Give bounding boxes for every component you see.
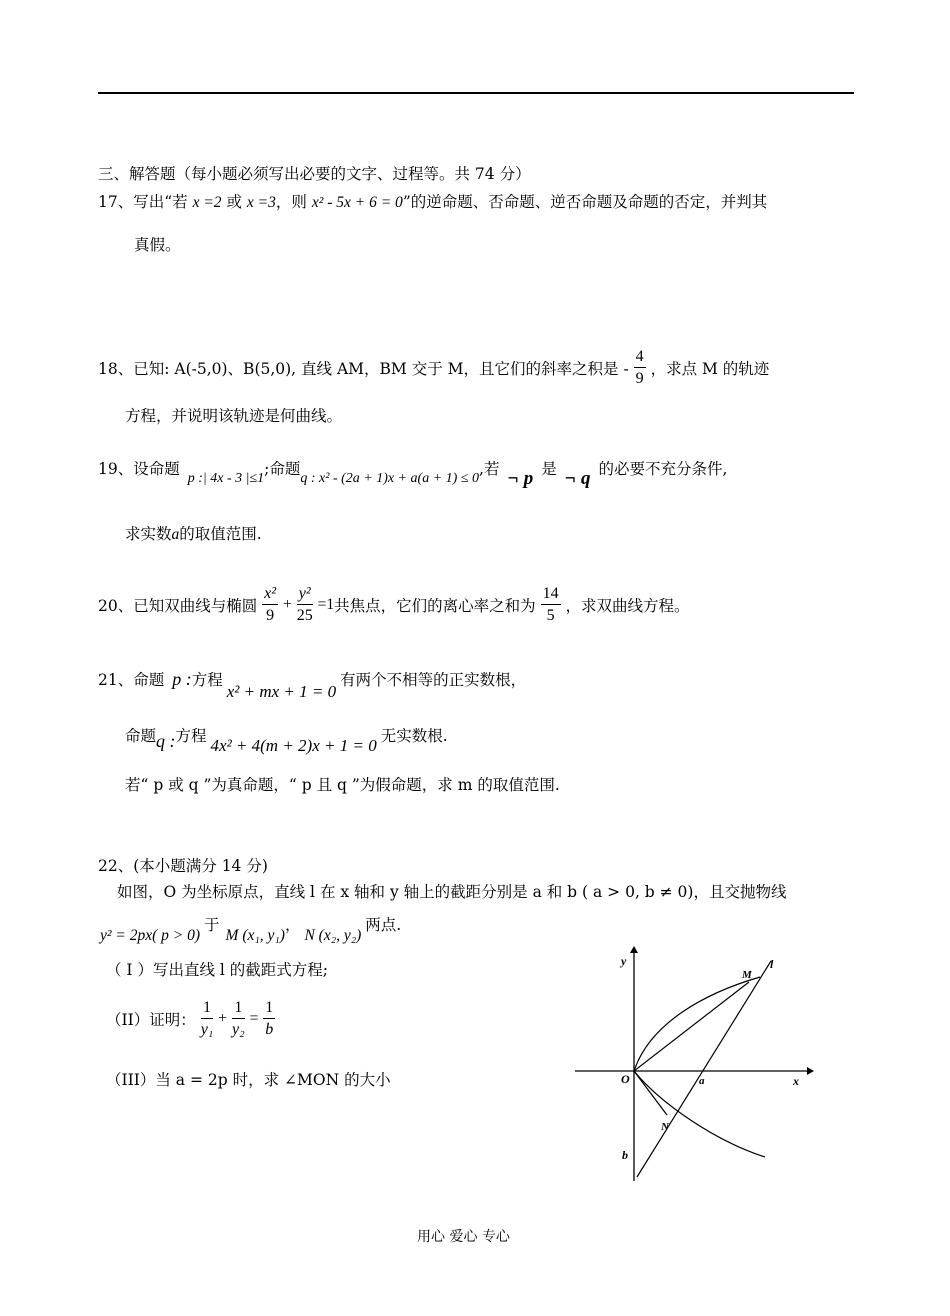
q20-plus: + [283, 596, 292, 613]
q17-cond1: x =2 [192, 194, 222, 211]
point-m-label: M [742, 969, 752, 981]
q22-f1-num: 1 [201, 1000, 214, 1019]
point-b-label: b [622, 1148, 628, 1162]
q22-f1-den: y₁ [200, 1021, 214, 1038]
q22-frac-3 [263, 1000, 275, 1038]
question-17 [98, 190, 767, 212]
q22-f2-den: y₂ [231, 1021, 245, 1038]
q21-line3: 若“ p 或 q ”为真命题，“ p 且 q ”为假命题，求 m 的取值范围. [125, 776, 560, 794]
q22-part2-label: （II）证明： [106, 1011, 196, 1029]
q20-f2-den: 25 [296, 607, 313, 624]
q21-fangcheng1: 方程 [191, 671, 223, 689]
q22-plus: + [218, 1010, 228, 1027]
section-header: 三、解答题（每小题必须写出必要的文字、过程等。共 74 分） [98, 165, 531, 183]
q19-var-a: a [171, 526, 180, 543]
q20-text-c: ，求双曲线方程。 [565, 597, 690, 615]
q20-f1-num: x² [262, 586, 278, 605]
q19-mid: ;命题 [264, 460, 301, 478]
q19-shi: 是 [541, 460, 557, 478]
line-l-label: l [770, 957, 774, 971]
q17-cond2: x =3 [246, 194, 276, 211]
q22-frac-1 [201, 1000, 214, 1038]
q22-part1: （ I ）写出直线 l 的截距式方程; [106, 961, 329, 979]
coordinate-figure [575, 945, 815, 1185]
question-18 [98, 349, 769, 387]
q22-yu: 于 [204, 916, 220, 934]
q20-f1-den: 9 [266, 607, 275, 624]
header-rule [98, 92, 854, 94]
q21-tail1: 有两个不相等的正实数根， [340, 671, 527, 689]
point-n-label: N [661, 1121, 669, 1133]
q18-text-b: ，求点 M 的轨迹 [650, 360, 770, 378]
q20-eq-one: =1 [317, 596, 335, 613]
q21-label2: 命题 [125, 727, 157, 745]
q22-parabola: y² = 2px( p > 0) [100, 927, 201, 944]
origin-label: O [621, 1072, 630, 1086]
q21-label: 21、命题 [98, 671, 165, 689]
q19-not-p: ¬ p [507, 468, 534, 489]
q21-p: p : [172, 669, 192, 689]
q20-f3-num: 14 [541, 586, 561, 605]
q21-eq1: x² + mx + 1 = 0 [226, 682, 337, 701]
q21-q: q : [156, 731, 176, 751]
q18-line2: 方程，并说明该轨迹是何曲线。 [125, 407, 343, 425]
x-axis-arrow [807, 1067, 814, 1075]
q20-f2-num: y² [297, 586, 313, 605]
q17-or: 或 [221, 193, 247, 211]
q17-text-b: ”的逆命题、否命题、逆否命题及命题的否定，并判其 [402, 193, 768, 211]
q22-f3-den: b [265, 1021, 274, 1038]
q22-frac-2 [232, 1000, 245, 1038]
q19-ruo: ,若 [479, 460, 500, 478]
q21-eq2: 4x² + 4(m + 2)x + 1 = 0 [210, 736, 377, 755]
y-axis-label: y [621, 954, 627, 968]
q20-frac-e [541, 586, 561, 624]
q21-tail2: 无实数根. [380, 727, 448, 745]
q22-line1: 如图，O 为坐标原点，直线 l 在 x 轴和 y 轴上的截距分别是 a 和 b ( a > 0, b ≠ 0)，且交抛物线 [117, 883, 787, 901]
q17-text-a: 17、写出“若 [98, 193, 193, 211]
q22-comma: ， [284, 916, 301, 934]
q22-f3-num: 1 [263, 1000, 275, 1019]
x-axis-label: x [793, 1074, 799, 1088]
q22-equals: = [249, 1010, 259, 1027]
q20-text-b: 共焦点，它们的离心率之和为 [334, 597, 536, 615]
q22-title: 22、(本小题满分 14 分) [98, 857, 268, 875]
q18-frac-den: 9 [635, 370, 644, 387]
segment-om [634, 982, 749, 1071]
q19-line2-a: 求实数 [125, 525, 172, 543]
q19-label: 19、设命题 [98, 460, 180, 478]
q17-equation: x² - 5x + 6 = 0 [311, 194, 403, 211]
q22-m-point: M (x₁, y₁) [225, 927, 285, 944]
q22-two-points: 两点. [365, 916, 402, 934]
page-footer: 用心 爱心 专心 [417, 1229, 510, 1245]
q21-fangcheng2: 方程 [175, 727, 207, 745]
q19-line2-b: 的取值范围. [179, 525, 262, 543]
q21-line2 [125, 724, 448, 755]
q19-tail: 的必要不充分条件, [598, 460, 728, 478]
q17-line2: 真假。 [134, 236, 181, 254]
q19-p-def: p :| 4x - 3 |≤1 [187, 471, 265, 486]
q22-part2 [106, 1000, 275, 1038]
q17-then: ，则 [275, 193, 312, 211]
q19-line2 [125, 522, 262, 544]
line-l [637, 961, 771, 1177]
q22-f2-num: 1 [232, 1000, 245, 1019]
q19-q-def: q : x² - (2a + 1)x + a(a + 1) ≤ 0 [300, 471, 480, 486]
question-20 [98, 586, 690, 624]
q20-frac-x [262, 586, 278, 624]
q18-text-a: 18、已知: A(-5,0)、B(5,0), 直线 AM，BM 交于 M，且它们的斜率之积是 - [98, 360, 629, 378]
q22-part3: （III）当 a = 2p 时，求 ∠MON 的大小 [106, 1071, 391, 1089]
q20-text-a: 20、已知双曲线与椭圆 [98, 597, 258, 615]
question-19 [98, 457, 728, 489]
q19-not-q: ¬ q [564, 468, 591, 489]
question-21 [98, 668, 527, 701]
q18-fraction [634, 349, 646, 387]
q18-frac-num: 4 [634, 349, 646, 368]
q20-frac-y [297, 586, 313, 624]
segment-on [634, 1071, 667, 1115]
y-axis-arrow [630, 946, 638, 953]
q22-n-point: N (x₂, y₂) [304, 927, 362, 944]
q20-f3-den: 5 [546, 607, 555, 624]
point-a-label: a [699, 1075, 705, 1087]
q22-line2 [100, 913, 402, 944]
